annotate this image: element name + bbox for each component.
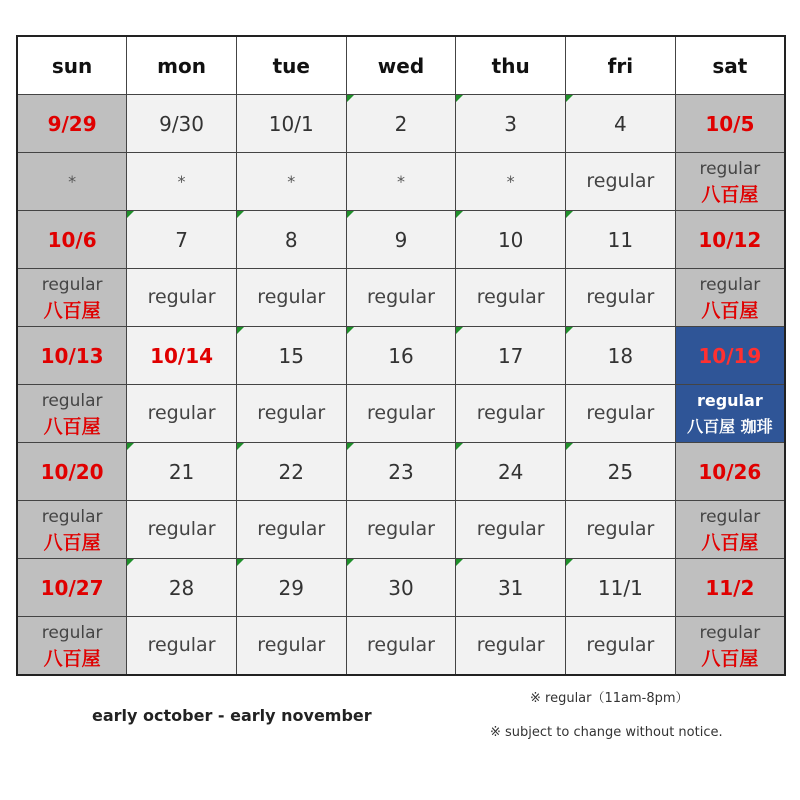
marker-icon [237, 559, 244, 566]
date-row [17, 327, 785, 385]
closed-mark: * [396, 172, 405, 191]
status-regular: regular [41, 390, 103, 411]
status-cell [346, 269, 456, 327]
status-regular: regular [699, 158, 761, 179]
date-label: 10/20 [40, 459, 104, 484]
status-cell-highlighted [675, 385, 785, 443]
status-regular: regular [476, 518, 545, 540]
status-cell [236, 385, 346, 443]
day-cell[interactable] [566, 327, 676, 385]
day-cell[interactable] [346, 443, 456, 501]
date-label: 31 [497, 575, 524, 600]
closed-mark: * [506, 172, 515, 191]
status-shop: 八百屋 [43, 299, 101, 322]
marker-icon [347, 443, 354, 450]
day-cell[interactable] [456, 327, 566, 385]
status-regular: regular [586, 634, 655, 656]
status-cell [236, 269, 346, 327]
period-caption: early october - early november [92, 706, 372, 725]
status-regular: regular [586, 170, 655, 192]
day-cell[interactable] [675, 211, 785, 269]
date-label: 11/2 [705, 575, 755, 600]
day-cell[interactable] [17, 559, 127, 617]
day-cell[interactable] [127, 211, 237, 269]
status-cell [346, 617, 456, 676]
status-regular: regular [147, 518, 216, 540]
status-cell [346, 501, 456, 559]
date-label: 10/19 [698, 343, 762, 368]
status-cell [236, 617, 346, 676]
day-cell[interactable] [456, 559, 566, 617]
day-cell[interactable] [236, 443, 346, 501]
marker-icon [237, 327, 244, 334]
header-fri: fri [566, 36, 676, 95]
status-regular: regular [699, 506, 761, 527]
status-cell [675, 501, 785, 559]
status-cell [17, 385, 127, 443]
marker-icon [566, 443, 573, 450]
weekday-header-row [17, 36, 785, 95]
date-label: 15 [278, 343, 304, 368]
status-regular: regular [696, 390, 763, 410]
date-label: 24 [497, 459, 524, 484]
date-label: 18 [607, 343, 634, 368]
status-cell [17, 269, 127, 327]
status-cell [566, 385, 676, 443]
header-sun: sun [17, 36, 127, 95]
date-label: 10 [497, 227, 524, 252]
header-mon: mon [127, 36, 237, 95]
marker-icon [347, 95, 354, 102]
closed-mark: * [177, 172, 186, 191]
marker-icon [347, 327, 354, 334]
day-cell[interactable] [236, 327, 346, 385]
day-cell[interactable] [127, 327, 237, 385]
status-shop: 八百屋 [43, 647, 101, 670]
status-cell [17, 153, 127, 211]
status-regular: regular [147, 286, 216, 308]
day-cell[interactable] [566, 443, 676, 501]
day-cell[interactable] [17, 211, 127, 269]
day-cell[interactable] [456, 211, 566, 269]
date-label: 29 [278, 575, 304, 600]
date-row [17, 95, 785, 153]
calendar-table [16, 35, 786, 676]
status-row [17, 617, 785, 676]
date-label: 3 [504, 111, 518, 136]
date-row [17, 211, 785, 269]
status-regular: regular [476, 634, 545, 656]
status-row [17, 501, 785, 559]
day-cell[interactable] [127, 443, 237, 501]
day-cell[interactable] [675, 559, 785, 617]
status-shop-coffee: 八百屋 珈琲 [687, 416, 773, 436]
status-cell [456, 617, 566, 676]
day-cell[interactable] [566, 559, 676, 617]
day-cell[interactable] [456, 443, 566, 501]
date-label: 10/5 [705, 111, 755, 136]
marker-icon [237, 443, 244, 450]
day-cell[interactable] [17, 95, 127, 153]
header-tue: tue [236, 36, 346, 95]
status-cell [127, 269, 237, 327]
date-label: 11 [607, 227, 634, 252]
day-cell[interactable] [566, 211, 676, 269]
day-cell[interactable] [456, 95, 566, 153]
day-cell[interactable] [127, 95, 237, 153]
status-regular: regular [257, 518, 326, 540]
status-cell [127, 501, 237, 559]
date-label: 23 [388, 459, 414, 484]
status-regular: regular [147, 402, 216, 424]
marker-icon [566, 95, 573, 102]
date-label: 11/1 [597, 575, 643, 600]
marker-icon [127, 559, 134, 566]
status-shop: 八百屋 [701, 647, 759, 670]
status-regular: regular [367, 518, 435, 540]
date-label: 2 [394, 111, 408, 136]
day-cell[interactable] [346, 559, 456, 617]
marker-icon [456, 211, 463, 218]
date-label: 21 [168, 459, 195, 484]
header-wed: wed [346, 36, 456, 95]
status-regular: regular [367, 634, 435, 656]
status-shop: 八百屋 [701, 531, 759, 554]
status-cell [456, 501, 566, 559]
marker-icon [566, 559, 573, 566]
status-regular: regular [367, 402, 435, 424]
status-cell [236, 153, 346, 211]
date-label: 10/6 [47, 227, 97, 252]
date-label: 10/12 [698, 227, 762, 252]
date-label: 8 [284, 227, 298, 252]
day-cell[interactable] [127, 559, 237, 617]
status-regular: regular [367, 286, 435, 308]
date-label: 4 [614, 111, 627, 136]
date-label: 16 [388, 343, 414, 368]
change-notice: ※ subject to change without notice. [490, 725, 723, 740]
date-row [17, 443, 785, 501]
status-row [17, 269, 785, 327]
status-cell [346, 153, 456, 211]
day-cell[interactable] [346, 95, 456, 153]
date-label: 10/26 [698, 459, 762, 484]
status-cell [17, 617, 127, 676]
status-cell [675, 617, 785, 676]
status-cell [566, 501, 676, 559]
status-cell [456, 153, 566, 211]
day-cell[interactable] [17, 327, 127, 385]
date-label: 7 [175, 227, 188, 252]
day-cell[interactable] [236, 559, 346, 617]
closed-mark: * [68, 172, 77, 191]
marker-icon [566, 327, 573, 334]
status-regular: regular [41, 506, 103, 527]
date-label: 28 [168, 575, 195, 600]
status-shop: 八百屋 [43, 531, 101, 554]
marker-icon [347, 559, 354, 566]
status-cell [566, 269, 676, 327]
status-regular: regular [586, 402, 655, 424]
regular-hours-note: ※ regular（11am-8pm） [530, 691, 689, 706]
marker-icon [237, 211, 244, 218]
status-cell [675, 269, 785, 327]
header-sat: sat [675, 36, 785, 95]
marker-icon [566, 211, 573, 218]
status-regular: regular [257, 634, 326, 656]
date-label: 10/13 [40, 343, 104, 368]
marker-icon [347, 211, 354, 218]
day-cell[interactable] [675, 443, 785, 501]
marker-icon [456, 559, 463, 566]
status-regular: regular [699, 274, 761, 295]
marker-icon [456, 443, 463, 450]
status-cell [127, 153, 237, 211]
status-regular: regular [476, 286, 545, 308]
status-cell [127, 385, 237, 443]
marker-icon [456, 327, 463, 334]
status-cell [236, 501, 346, 559]
date-label: 25 [607, 459, 634, 484]
status-regular: regular [41, 622, 103, 643]
status-regular: regular [257, 402, 326, 424]
status-regular: regular [476, 402, 545, 424]
status-row [17, 385, 785, 443]
date-label: 10/27 [40, 575, 104, 600]
day-cell[interactable] [236, 211, 346, 269]
status-shop: 八百屋 [43, 415, 101, 438]
marker-icon [456, 95, 463, 102]
day-cell-highlighted[interactable] [675, 327, 785, 385]
day-cell[interactable] [675, 95, 785, 153]
status-regular: regular [586, 286, 655, 308]
date-label: 22 [278, 459, 304, 484]
status-regular: regular [699, 622, 761, 643]
status-regular: regular [586, 518, 655, 540]
status-cell [675, 153, 785, 211]
status-cell [127, 617, 237, 676]
date-label: 9/29 [47, 111, 97, 136]
status-regular: regular [147, 634, 216, 656]
status-cell [566, 617, 676, 676]
day-cell[interactable] [346, 211, 456, 269]
date-label: 17 [497, 343, 524, 368]
date-row [17, 559, 785, 617]
date-label: 10/1 [268, 111, 314, 136]
marker-icon [127, 443, 134, 450]
day-cell[interactable] [346, 327, 456, 385]
status-cell [456, 269, 566, 327]
status-shop: 八百屋 [701, 299, 759, 322]
status-row [17, 153, 785, 211]
status-shop: 八百屋 [701, 183, 759, 206]
status-cell [17, 501, 127, 559]
header-thu: thu [456, 36, 566, 95]
marker-icon [127, 211, 134, 218]
date-label: 30 [388, 575, 414, 600]
status-cell [346, 385, 456, 443]
status-cell [456, 385, 566, 443]
date-label: 9/30 [159, 111, 205, 136]
day-cell[interactable] [17, 443, 127, 501]
day-cell[interactable] [236, 95, 346, 153]
date-label: 10/14 [150, 343, 214, 368]
status-cell [566, 153, 676, 211]
day-cell[interactable] [566, 95, 676, 153]
status-regular: regular [41, 274, 103, 295]
status-regular: regular [257, 286, 326, 308]
date-label: 9 [394, 227, 408, 252]
closed-mark: * [287, 172, 296, 191]
